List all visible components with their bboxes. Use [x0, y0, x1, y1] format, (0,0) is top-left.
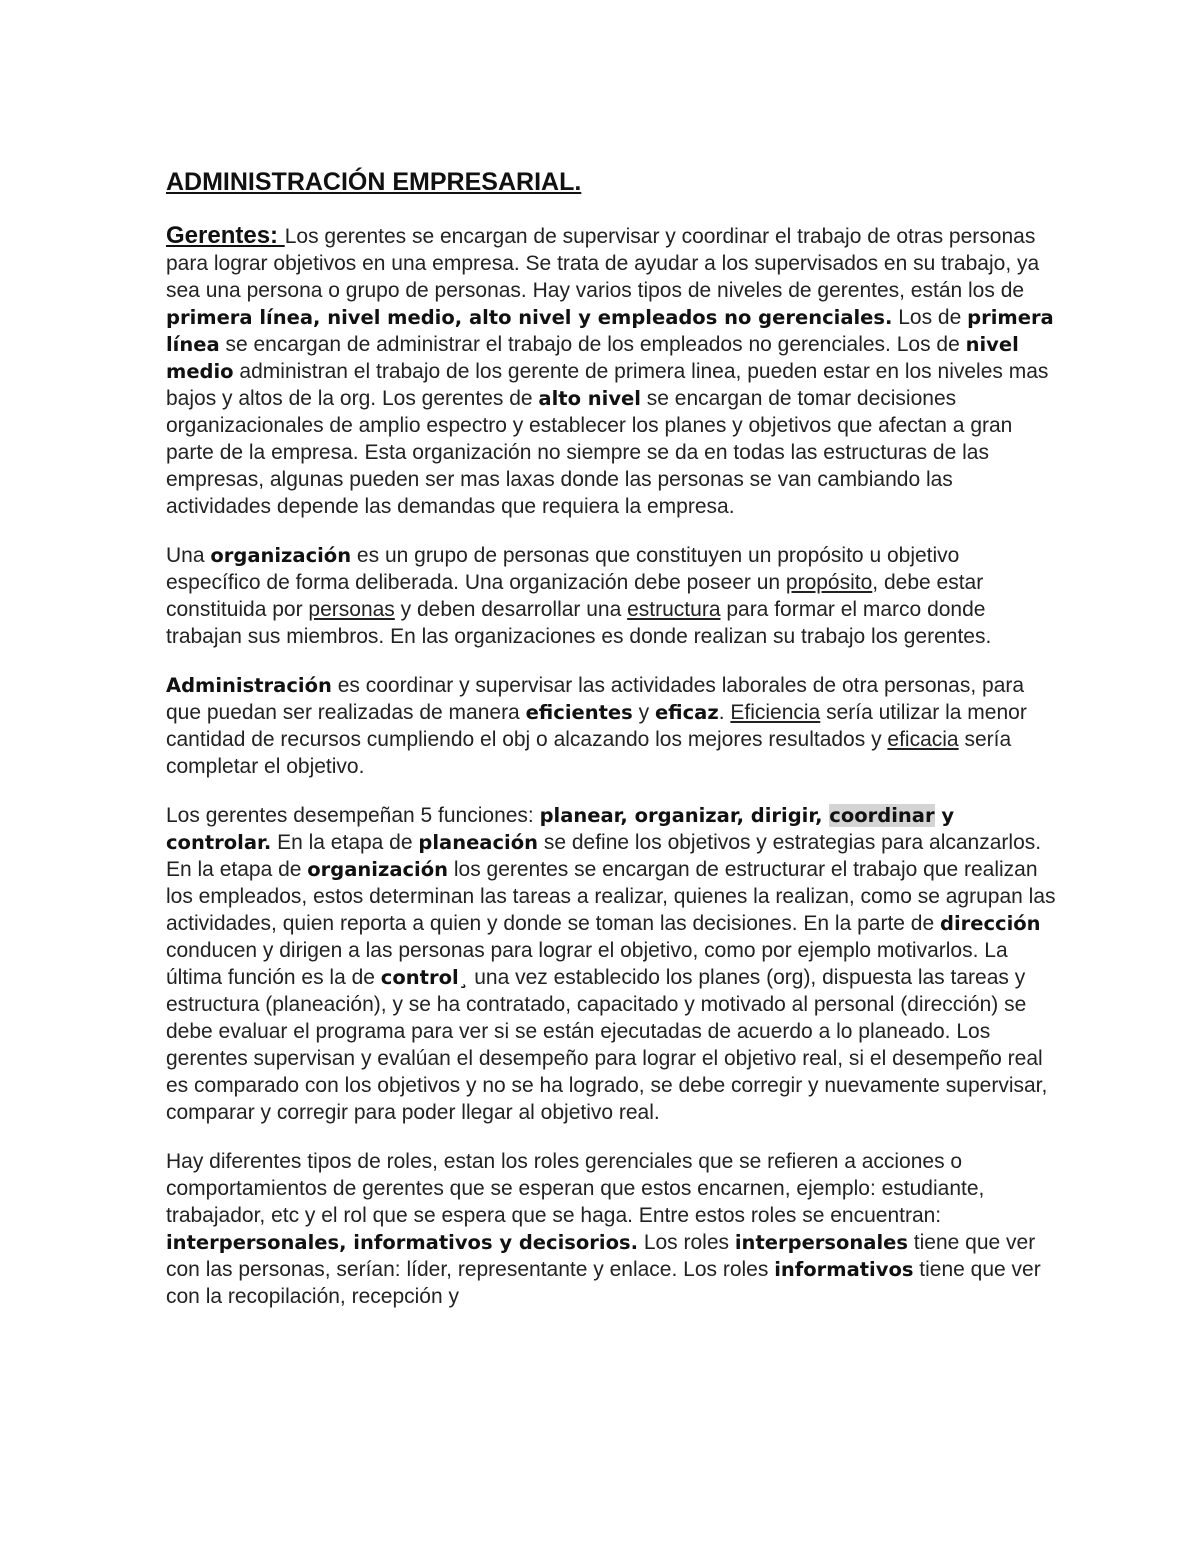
text-span: se encargan de tomar decisiones organizacionales de amplio espectro y establecer los planes y objetivos que afectan a gran parte de la empresa. Esta organización no siempre se da en todas las estructuras de las empresas, algunas pueden ser mas laxas donde las personas se van cambiando las actividades depende las demandas que requiera la empresa. — [166, 387, 1013, 518]
highlighted-span: coordinar — [829, 804, 935, 827]
text-span: Los de — [892, 306, 968, 329]
text-span: y — [632, 701, 655, 724]
document-page — [166, 166, 1058, 1332]
bold-span: nivel medio — [166, 333, 1019, 383]
text-span: para formar el marco donde trabajan sus miembros. En las organizaciones es donde realizan su trabajo los gerentes. — [166, 598, 992, 648]
text-span: sería utilizar la menor cantidad de recursos cumpliendo el obj o alcazando los mejores resultados y — [166, 701, 1027, 751]
text-span: se encargan de administrar el trabajo de los empleados no gerenciales. Los de — [219, 333, 966, 356]
bold-span: y controlar. — [166, 804, 955, 854]
text-span: y deben desarrollar una — [394, 598, 628, 621]
bold-span: informativos — [774, 1258, 914, 1281]
bold-span: organización — [307, 858, 449, 881]
bold-span: primera línea — [166, 306, 1054, 356]
text-span: En la etapa de — [271, 831, 419, 854]
text-span: Los gerentes se encargan de supervisar y coordinar el trabajo de otras personas para lograr objetivos en una empresa. Se trata de ayudar a los supervisados en su trabajo, ya sea una persona o grupo de personas. Hay varios tipos de niveles de gerentes, están los de — [166, 225, 1040, 302]
bold-span: eficaz — [654, 701, 719, 724]
text-span: los gerentes se encargan de estructurar el trabajo que realizan los empleados, estos determinan las tareas a realizar, quienes la realizan, como se agrupan las actividades, quien reporta a quien y donde se toman las decisiones. En la parte de — [166, 858, 1056, 935]
bold-span: primera línea, nivel medio, alto nivel y empleados no gerenciales. — [166, 306, 893, 329]
paragraph-funciones — [166, 802, 1058, 1126]
gerentes-heading: Gerentes: — [166, 222, 285, 249]
bold-span: interpersonales, informativos y decisorios. — [166, 1231, 638, 1254]
text-span: una vez establecido los planes (org), dispuesta las tareas y estructura (planeación), y se ha contratado, capacitado y motivado al personal (dirección) se debe evaluar el programa para ver si se están ejecutadas de acuerdo a lo planeado. Los gerentes supervisan y evalúan el desempeño para lograr el objetivo real, si el desempeño real es comparado con los objetivos y no se ha logrado, se debe corregir y nuevamente supervisar, comparar y corregir para poder llegar al objetivo real. — [166, 966, 1048, 1124]
document-title: ADMINISTRACIÓN EMPRESARIAL. — [166, 168, 582, 196]
text-span: se define los objetivos y estrategias para alcanzarlos. En la etapa de — [166, 831, 1042, 881]
bold-span: alto nivel — [538, 387, 641, 410]
bold-span: interpersonales — [734, 1231, 908, 1254]
text-span: tiene que ver con la recopilación, recepción y — [166, 1258, 1041, 1308]
underlined-span: personas — [308, 598, 395, 621]
underlined-span: propósito — [785, 571, 873, 594]
text-span: Los roles — [637, 1231, 735, 1254]
text-span: . — [718, 701, 731, 724]
text-span: , debe estar constituida por — [166, 571, 984, 621]
bold-span: Administración — [166, 674, 332, 697]
text-span: administran el trabajo de los gerente de primera linea, pueden estar en los niveles mas bajos y altos de la org. Los gerentes de — [166, 360, 1049, 410]
text-span: Los gerentes desempeñan 5 funciones: — [166, 804, 540, 827]
underlined-span: Eficiencia — [730, 701, 821, 724]
bold-span: control¸ — [380, 966, 469, 989]
bold-span: dirección — [940, 912, 1041, 935]
bold-span: eficientes — [525, 701, 633, 724]
bold-span: planear, organizar, dirigir, — [539, 804, 830, 827]
text-span: es un grupo de personas que constituyen un propósito u objetivo específico de forma deliberada. Una organización debe poseer un — [166, 544, 960, 594]
underlined-span: estructura — [627, 598, 721, 621]
text-span: tiene que ver con las personas, serían: líder, representante y enlace. Los roles — [166, 1231, 1036, 1281]
paragraph-administracion — [166, 672, 1058, 780]
text-span: Una — [166, 544, 211, 567]
text-span: Hay diferentes tipos de roles, estan los roles gerenciales que se refieren a acciones o comportamientos de gerentes que se esperan que estos encarnen, ejemplo: estudiante, trabajador, etc y el rol que se espera que se haga. Entre estos roles se encuentran: — [166, 1150, 985, 1227]
text-span: sería completar el objetivo. — [166, 728, 1012, 778]
text-span: conducen y dirigen a las personas para lograr el objetivo, como por ejemplo motivarlos. La última función es la de — [166, 939, 1008, 989]
paragraph-organizacion — [166, 542, 1058, 650]
underlined-span: eficacia — [887, 728, 959, 751]
paragraph-roles — [166, 1148, 1058, 1310]
bold-span: planeación — [418, 831, 538, 854]
bold-span: organización — [210, 544, 352, 567]
paragraph-gerentes — [166, 222, 1058, 520]
text-span: es coordinar y supervisar las actividades laborales de otra personas, para que puedan ser realizadas de manera — [166, 674, 1025, 724]
